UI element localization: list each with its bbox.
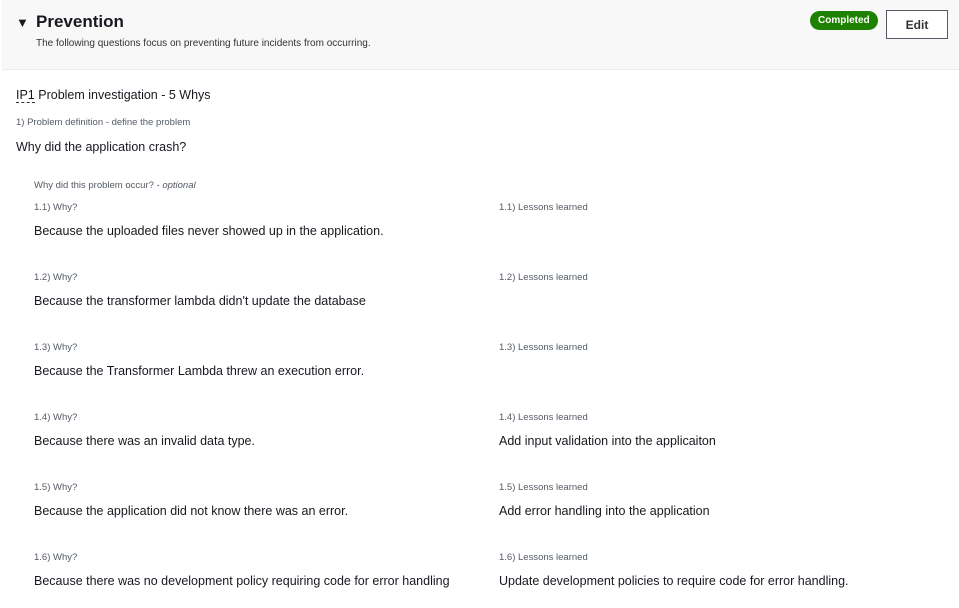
definition-label: 1) Problem definition - define the problem [16, 117, 191, 128]
lessons-label: 1.5) Lessons learned [499, 482, 588, 493]
lessons-value: Add input validation into the applicaiton [499, 434, 716, 448]
lessons-label: 1.6) Lessons learned [499, 552, 588, 563]
lessons-label: 1.4) Lessons learned [499, 412, 588, 423]
lessons-value: Update development policies to require code for error handling. [499, 574, 849, 588]
status-badge: Completed [810, 11, 878, 30]
section-description: The following questions focus on preventing future incidents from occurring. [36, 38, 371, 49]
why-prompt [34, 180, 196, 191]
why-value: Because the uploaded files never showed up in the application. [34, 224, 384, 238]
why-value: Because there was no development policy requiring code for error handling [34, 574, 450, 588]
why-label: 1.6) Why? [34, 552, 78, 563]
section-title[interactable]: Prevention [36, 12, 124, 31]
question-id[interactable]: IP1 [16, 88, 35, 102]
caret-down-icon[interactable]: ▼ [16, 15, 29, 30]
why-label: 1.1) Why? [34, 202, 78, 213]
question-title-text: Problem investigation - 5 Whys [38, 88, 211, 102]
why-prompt-text: Why did this problem occur? - [34, 180, 160, 191]
why-value: Because there was an invalid data type. [34, 434, 255, 448]
why-label: 1.3) Why? [34, 342, 78, 353]
lessons-label: 1.2) Lessons learned [499, 272, 588, 283]
why-value: Because the application did not know there was an error. [34, 504, 349, 518]
edit-button[interactable]: Edit [886, 10, 948, 39]
why-value: Because the Transformer Lambda threw an execution error. [34, 364, 365, 378]
why-value: Because the transformer lambda didn't update the database [34, 294, 366, 308]
definition-value: Why did the application crash? [16, 140, 187, 154]
why-label: 1.5) Why? [34, 482, 78, 493]
why-label: 1.2) Why? [34, 272, 78, 283]
lessons-label: 1.3) Lessons learned [499, 342, 588, 353]
question-title [16, 88, 211, 102]
lessons-value: Add error handling into the application [499, 504, 710, 518]
section-header [2, 0, 959, 70]
optional-label: optional [162, 180, 196, 191]
why-label: 1.4) Why? [34, 412, 78, 423]
lessons-label: 1.1) Lessons learned [499, 202, 588, 213]
